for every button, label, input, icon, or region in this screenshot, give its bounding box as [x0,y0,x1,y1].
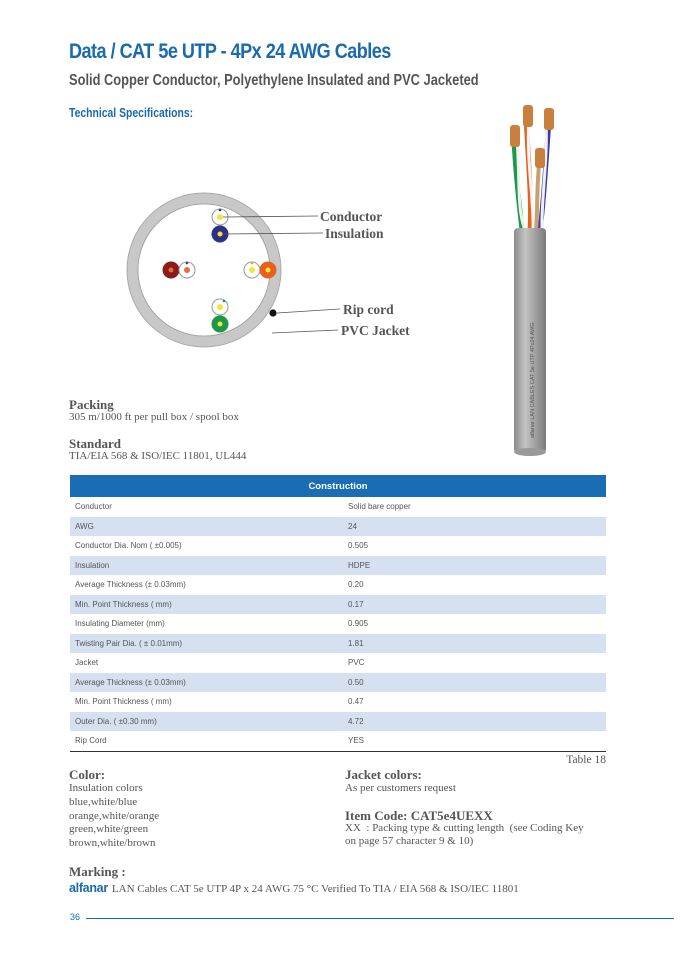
callout-conductor: Conductor [320,209,383,224]
row-value: 24 [343,517,606,537]
color-line: orange,white/orange [69,810,160,822]
color-line: Insulation colors [69,782,143,794]
color-line: blue,white/blue [69,796,138,808]
item-code-line2: on page 57 character 9 & 10) [345,835,474,847]
page-subtitle: Solid Copper Conductor, Polyethylene Insulated and PVC Jacketed [69,72,479,89]
packing-text: 305 m/1000 ft per pull box / spool box [69,411,239,423]
table-row [70,653,606,673]
cable-print-text: alfanar LAN CABLES CAT 5e UTP 4Px24 AWG [530,322,536,438]
row-label: AWG [70,517,343,537]
table-row [70,712,606,732]
table-row [70,692,606,712]
section-label: Technical Specifications: [69,105,194,120]
row-value: 4.72 [343,712,606,732]
table-row [70,556,606,576]
row-value: Solid bare copper [348,502,411,512]
row-value: PVC [348,658,365,668]
row-label: Twisting Pair Dia. ( ± 0.01mm) [70,634,343,654]
construction-table [70,475,606,752]
row-label: Jacket [75,658,99,668]
table-header: Construction [70,475,606,497]
table-row [70,673,606,693]
marking-line [69,879,519,897]
table-row [70,575,606,595]
table-row [70,536,606,556]
marking-heading: Marking : [69,864,126,879]
color-line: brown,white/brown [69,837,156,849]
jacket-colors-text: As per customers request [345,782,456,794]
marking-text: LAN Cables CAT 5e UTP 4P x 24 AWG 75 °C Verified To TIA / EIA 568 & ISO/IEC 11801 [111,883,519,895]
row-value: HDPE [343,556,606,576]
jacket-colors-heading: Jacket colors: [345,767,422,782]
row-label: Insulating Diameter (mm) [75,619,165,629]
row-label: Average Thickness (± 0.03mm) [75,580,186,590]
row-label: Rip Cord [70,731,343,751]
row-label: Min. Point Thickness ( mm) [75,697,172,707]
row-value: 0.17 [343,595,606,615]
color-heading: Color: [69,767,106,782]
alfanar-logo: alfanar [69,881,108,895]
page-number: 36 [70,912,81,922]
row-value: 1.81 [343,634,606,654]
standard-heading: Standard [69,436,122,451]
table-row [70,731,606,751]
cable-product-image [506,100,556,465]
callout-pvc-jacket: PVC Jacket [341,323,410,338]
row-value: YES [343,731,606,751]
callout-insulation: Insulation [325,226,384,241]
row-label: Conductor [75,502,112,512]
row-label: Outer Dia. ( ±0.30 mm) [70,712,343,732]
color-line: green,white/green [69,823,149,835]
row-value: 0.47 [348,697,364,707]
packing-heading: Packing [69,397,114,412]
table-row [70,517,606,537]
table-row [70,497,606,517]
row-label: Average Thickness (± 0.03mm) [70,673,343,693]
row-label: Conductor Dia. Nom ( ±0.005) [75,541,182,551]
table-caption: Table 18 [566,754,606,766]
row-value: 0.50 [343,673,606,693]
table-row [70,634,606,654]
row-value: 0.505 [348,541,369,551]
item-code-line1: XX : Packing type & cutting length (see Coding Key [345,822,584,834]
callout-rip-cord: Rip cord [343,302,394,317]
rip-cord-dot [269,309,276,316]
table-row [70,614,606,634]
row-value: 0.905 [348,619,369,629]
row-value: 0.20 [348,580,364,590]
standard-text: TIA/EIA 568 & ISO/IEC 11801, UL444 [69,450,247,462]
page-title: Data / CAT 5e UTP - 4Px 24 AWG Cables [69,40,391,63]
item-code-heading: Item Code: CAT5e4UEXX [345,808,493,823]
table-row [70,595,606,615]
row-label: Min. Point Thickness ( mm) [70,595,343,615]
row-label: Insulation [70,556,343,576]
footer-divider [86,918,674,919]
